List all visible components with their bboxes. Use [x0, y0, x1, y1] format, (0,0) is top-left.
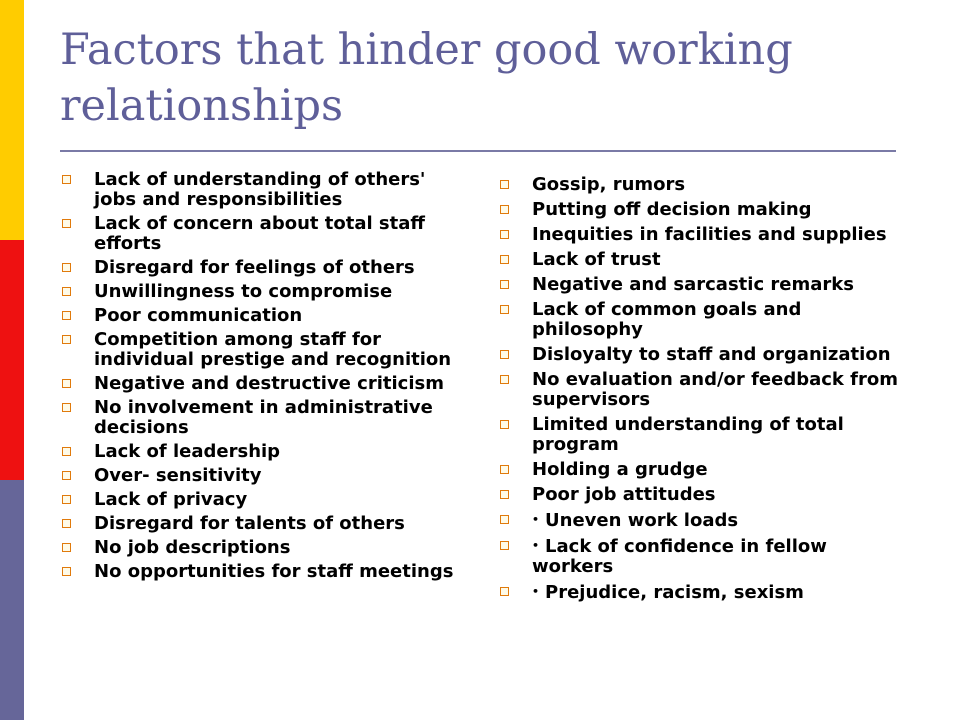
- dot-icon: •: [532, 585, 540, 598]
- list-item-text: Putting off decision making: [532, 199, 812, 220]
- list-item: [498, 175, 908, 195]
- dot-icon: •: [532, 539, 540, 552]
- hollow-square-icon: [62, 471, 71, 480]
- hollow-square-icon: [62, 379, 71, 388]
- hollow-square-icon: [500, 515, 509, 524]
- list-item: [60, 306, 460, 326]
- list-item-text: No evaluation and/or feedback from supervisors: [532, 369, 898, 410]
- list-item: [60, 466, 460, 486]
- list-item-text: Negative and sarcastic remarks: [532, 274, 854, 295]
- list-item: [498, 225, 908, 245]
- hollow-square-icon: [500, 465, 509, 474]
- list-item-text: Lack of leadership: [94, 441, 281, 462]
- hollow-square-icon: [500, 280, 509, 289]
- list-item-text: Limited understanding of total program: [532, 414, 844, 455]
- list-item-text: Poor communication: [94, 305, 303, 326]
- list-item-text: Negative and destructive criticism: [94, 373, 444, 394]
- list-item-text: Poor job attitudes: [532, 484, 716, 505]
- hollow-square-icon: [500, 541, 509, 550]
- hollow-square-icon: [500, 180, 509, 189]
- list-item-text: Lack of privacy: [94, 489, 248, 510]
- hollow-square-icon: [62, 287, 71, 296]
- slide-title: Factors that hinder good working relationships: [60, 25, 793, 131]
- hollow-square-icon: [500, 490, 509, 499]
- list-item-text: Disregard for talents of others: [94, 513, 405, 534]
- list-item-text: Lack of concern about total staff efforts: [94, 213, 425, 254]
- list-item: [60, 214, 460, 254]
- hollow-square-icon: [62, 403, 71, 412]
- hollow-square-icon: [500, 350, 509, 359]
- list-item: [498, 460, 908, 480]
- list-item-text: Prejudice, racism, sexism: [545, 582, 804, 603]
- hollow-square-icon: [62, 335, 71, 344]
- list-item-text: No job descriptions: [94, 537, 291, 558]
- list-item: [60, 398, 460, 438]
- hollow-square-icon: [62, 219, 71, 228]
- left-bullet-list: [60, 170, 460, 586]
- hollow-square-icon: [62, 567, 71, 576]
- list-item-text: Over- sensitivity: [94, 465, 262, 486]
- list-item: [498, 415, 908, 455]
- list-item: [60, 514, 460, 534]
- list-item: [498, 200, 908, 220]
- list-item: [498, 536, 908, 577]
- hollow-square-icon: [62, 311, 71, 320]
- hollow-square-icon: [62, 447, 71, 456]
- hollow-square-icon: [62, 495, 71, 504]
- hollow-square-icon: [500, 375, 509, 384]
- hollow-square-icon: [500, 587, 509, 596]
- hollow-square-icon: [62, 519, 71, 528]
- hollow-square-icon: [62, 543, 71, 552]
- accent-bar-red: [0, 240, 24, 480]
- list-item: [498, 370, 908, 410]
- list-item: [60, 490, 460, 510]
- right-bullet-list: [498, 175, 908, 608]
- list-item: [60, 282, 460, 302]
- list-item-text: Gossip, rumors: [532, 174, 686, 195]
- list-item: [60, 538, 460, 558]
- hollow-square-icon: [62, 263, 71, 272]
- title-divider: [60, 150, 896, 152]
- hollow-square-icon: [500, 305, 509, 314]
- list-item-text: Disregard for feelings of others: [94, 257, 415, 278]
- list-item: [498, 582, 908, 603]
- hollow-square-icon: [62, 175, 71, 184]
- list-item: [498, 510, 908, 531]
- list-item: [498, 250, 908, 270]
- list-item: [60, 562, 460, 582]
- list-item: [60, 442, 460, 462]
- hollow-square-icon: [500, 205, 509, 214]
- list-item-text: Lack of common goals and philosophy: [532, 299, 802, 340]
- hollow-square-icon: [500, 420, 509, 429]
- list-item-text: Uneven work loads: [545, 510, 739, 531]
- list-item-text: Holding a grudge: [532, 459, 708, 480]
- list-item: [498, 300, 908, 340]
- list-item-text: Lack of understanding of others' jobs and responsibilities: [94, 169, 426, 210]
- list-item-text: Disloyalty to staff and organization: [532, 344, 891, 365]
- list-item-text: Lack of confidence in fellow workers: [532, 536, 827, 577]
- list-item: [60, 258, 460, 278]
- hollow-square-icon: [500, 255, 509, 264]
- list-item: [60, 330, 460, 370]
- list-item-text: No opportunities for staff meetings: [94, 561, 454, 582]
- list-item-text: No involvement in administrative decisions: [94, 397, 433, 438]
- list-item-text: Competition among staff for individual prestige and recognition: [94, 329, 452, 370]
- accent-bar-blue: [0, 480, 24, 720]
- list-item-text: Inequities in facilities and supplies: [532, 224, 887, 245]
- list-item: [498, 275, 908, 295]
- dot-icon: •: [532, 513, 540, 526]
- list-item: [498, 345, 908, 365]
- list-item: [60, 170, 460, 210]
- hollow-square-icon: [500, 230, 509, 239]
- list-item-text: Unwillingness to compromise: [94, 281, 393, 302]
- list-item: [60, 374, 460, 394]
- accent-bar-yellow: [0, 0, 24, 240]
- list-item-text: Lack of trust: [532, 249, 661, 270]
- list-item: [498, 485, 908, 505]
